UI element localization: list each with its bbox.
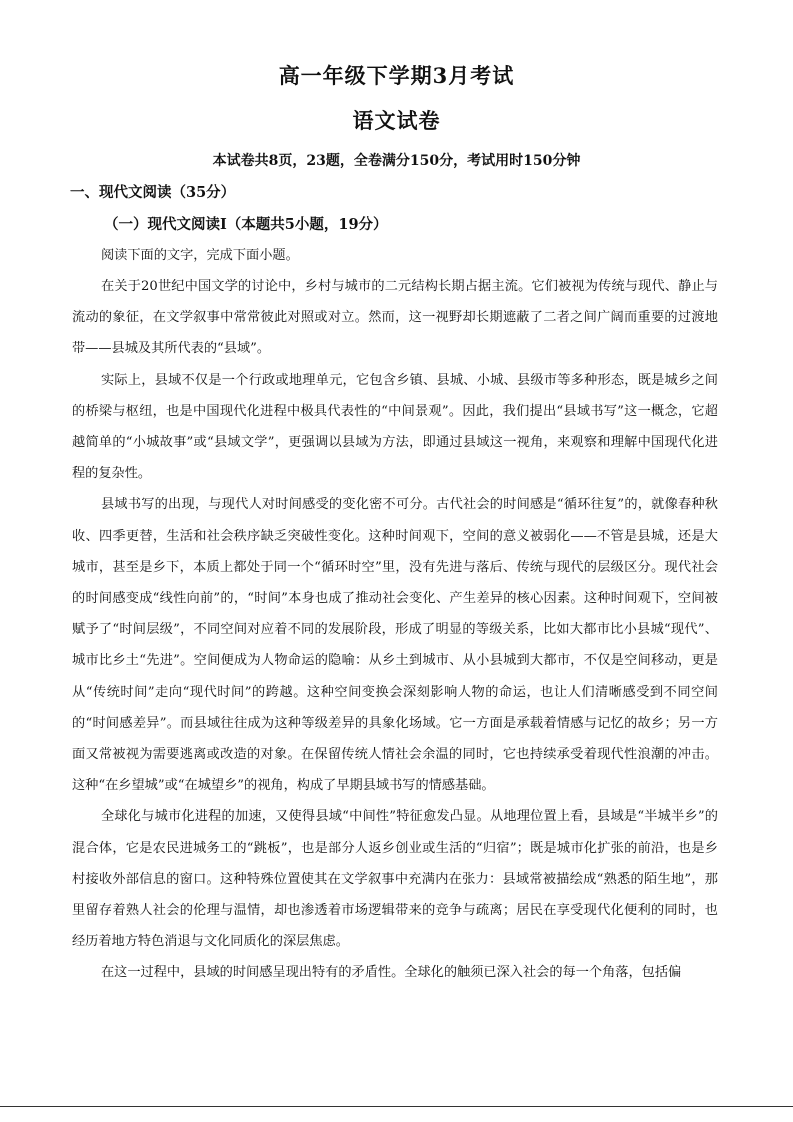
subsection-heading: （一）现代文阅读Ⅰ（本题共5小题，19分） [104, 216, 388, 233]
passage-paragraph: 在关于20世纪中国文学的讨论中，乡村与城市的二元结构长期占据主流。它们被视为传统与现代、静止与流动的象征，在文学叙事中常常彼此对照或对立。然而，这一视野却长期遮蔽了二者之间广阔而重要的过渡地带——县城及其所代表的“县域”。 [72, 279, 718, 357]
exam-title: 高一年级下学期3月考试 [278, 63, 515, 88]
instruction-text: 阅读下面的文字，完成下面小题。 [101, 248, 299, 263]
page-bottom-divider [0, 1106, 793, 1107]
reading-passage [72, 271, 718, 989]
reading-instruction [72, 240, 718, 271]
passage-paragraph: 在这一过程中，县域的时间感呈现出特有的矛盾性。全球化的触须已深入社会的每一个角落，包括偏 [101, 965, 682, 981]
section-heading: 一、现代文阅读（35分） [70, 184, 236, 201]
passage-paragraph: 实际上，县域不仅是一个行政或地理单元，它包含乡镇、县城、小城、县级市等多种形态，既是城乡之间的桥梁与枢纽，也是中国现代化进程中极具代表性的“中间景观”。因此，我们提出“县域书写”这一概念，它超越简单的“小城故事”或“县域文学”，更强调以县域为方法，即通过县域这一视角，来观察和理解中国现代化进程的复杂性。 [72, 372, 718, 482]
passage-paragraph: 县域书写的出现，与现代人对时间感受的变化密不可分。古代社会的时间感是“循环往复”的，就像春种秋收、四季更替，生活和社会秩序缺乏突破性变化。这种时间观下，空间的意义被弱化——不管是县城，还是大城市，甚至是乡下，本质上都处于同一个“循环时空”里，没有先进与落后、传统与现代的层级区分。现代社会的时间感变成“线性向前”的，“时间”本身也成了推动社会变化、产生差异的核心因素。这种时间观下，空间被赋予了“时间层级”，不同空间对应着不同的发展阶段，形成了明显的等级关系，比如大都市比小县城“现代”、城市比乡土“先进”。空间便成为人物命运的隐喻：从乡土到城市、从小县城到大都市，不仅是空间移动，更是从“传统时间”走向“现代时间”的跨越。这种空间变换会深刻影响人物的命运，也让人们清晰感受到不同空间的“时间感差异”。而县域往往成为这种等级差异的具象化场域。它一方面是承载着情感与记忆的故乡；另一方面又常被视为需要逃离或改造的对象。在保留传统人情社会余温的同时，它也持续承受着现代性浪潮的冲击。这种“在乡望城”或“在城望乡”的视角，构成了早期县域书写的情感基础。 [72, 497, 718, 794]
passage-paragraph: 全球化与城市化进程的加速，又使得县域“中间性”特征愈发凸显。从地理位置上看，县域是“半城半乡”的混合体，它是农民进城务工的“跳板”，也是部分人返乡创业或生活的“归宿”；既是城市化扩张的前沿，也是乡村接收外部信息的窗口。这种特殊位置使其在文学叙事中充满内在张力：县域常被描绘成“熟悉的陌生地”，那里留存着熟人社会的伦理与温情，却也渗透着市场逻辑带来的竞争与疏离；居民在享受现代化便利的同时，也经历着地方特色消退与文化同质化的深层焦虑。 [72, 809, 718, 950]
exam-instructions-note: 本试卷共8页，23题，全卷满分150分，考试用时150分钟 [212, 153, 581, 169]
subject-title: 语文试卷 [352, 108, 441, 133]
